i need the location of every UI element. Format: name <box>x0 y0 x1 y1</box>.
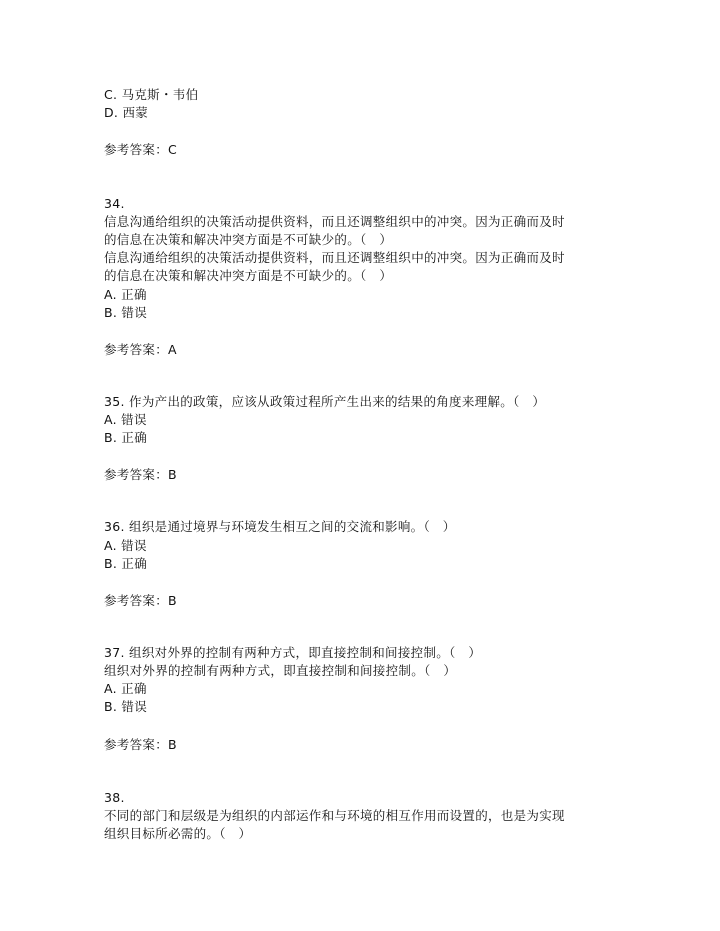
q38-number: 38. <box>104 790 125 805</box>
q34-stem-line1: 信息沟通给组织的决策活动提供资料，而且还调整组织中的冲突。因为正确而及时 <box>104 214 565 229</box>
q37-stem: 37. 组织对外界的控制有两种方式，即直接控制和间接控制。（ ） <box>104 645 482 660</box>
q33-answer: 参考答案：C <box>104 142 178 157</box>
q37-repeat: 组织对外界的控制有两种方式，即直接控制和间接控制。（ ） <box>104 663 457 678</box>
q34-option-a: A. 正确 <box>104 287 147 302</box>
q38-stem-line1: 不同的部门和层级是为组织的内部运作和与环境的相互作用而设置的，也是为实现 <box>104 808 565 823</box>
q37-answer: 参考答案：B <box>104 737 177 752</box>
q33-option-d: D. 西蒙 <box>104 105 149 120</box>
q34-repeat-line2: 的信息在决策和解决冲突方面是不可缺少的。（ ） <box>104 268 393 283</box>
q35-answer: 参考答案：B <box>104 467 177 482</box>
q35-option-b: B. 正确 <box>104 430 148 445</box>
q37-option-b: B. 错误 <box>104 699 148 714</box>
q34-answer: 参考答案：A <box>104 342 177 357</box>
q34-stem-line2: 的信息在决策和解决冲突方面是不可缺少的。（ ） <box>104 232 393 247</box>
q38-stem-line2: 组织目标所必需的。（ ） <box>104 826 252 841</box>
q34-number: 34. <box>104 196 125 211</box>
q37-option-a: A. 正确 <box>104 681 147 696</box>
q34-repeat-line1: 信息沟通给组织的决策活动提供资料，而且还调整组织中的冲突。因为正确而及时 <box>104 250 565 265</box>
q36-option-b: B. 正确 <box>104 556 148 571</box>
q35-stem: 35. 作为产出的政策，应该从政策过程所产生出来的结果的角度来理解。（ ） <box>104 394 546 409</box>
q34-option-b: B. 错误 <box>104 305 148 320</box>
q36-stem: 36. 组织是通过境界与环境发生相互之间的交流和影响。（ ） <box>104 519 456 534</box>
q36-option-a: A. 错误 <box>104 538 147 553</box>
q35-option-a: A. 错误 <box>104 412 147 427</box>
q36-answer: 参考答案：B <box>104 593 177 608</box>
q33-option-c: C. 马克斯・韦伯 <box>104 87 199 102</box>
